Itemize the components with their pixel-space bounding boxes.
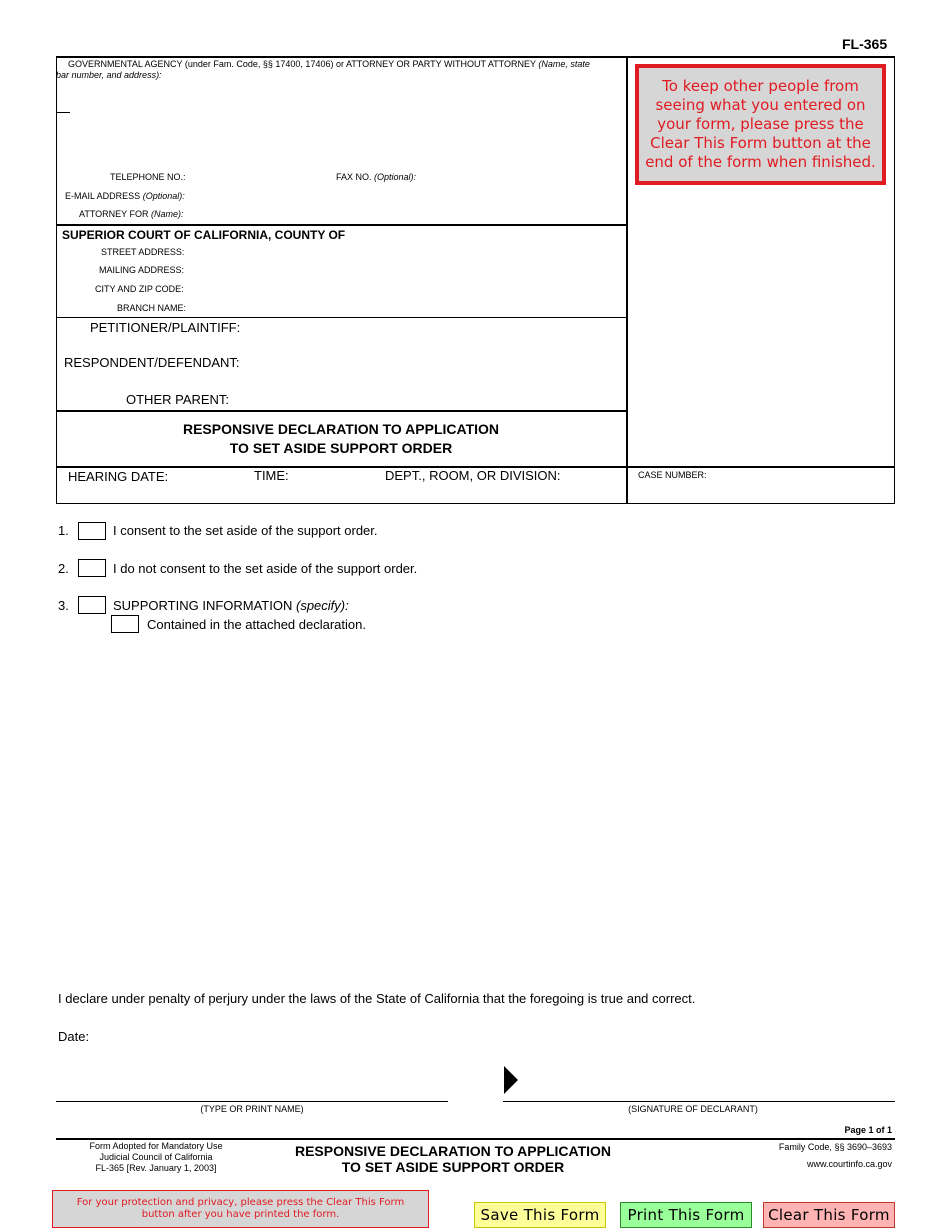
signature-arrow-icon [504,1066,518,1094]
other-parent-label: OTHER PARENT: [126,392,230,407]
document-title-line1: RESPONSIVE DECLARATION TO APPLICATION [182,421,500,437]
adopted-line3: FL-365 [Rev. January 1, 2003] [95,1163,217,1173]
page-number: Page 1 of 1 [844,1125,892,1135]
attached-declaration-text: Contained in the attached declaration. [147,617,366,632]
footer-title-line2: TO SET ASIDE SUPPORT ORDER [341,1159,565,1175]
date-label: Date: [58,1029,90,1044]
attached-declaration-checkbox[interactable] [111,615,139,633]
document-title-line2: TO SET ASIDE SUPPORT ORDER [229,440,453,456]
agency-label-line2: bar number, and address): [56,70,162,80]
street-address-label: STREET ADDRESS: [101,247,185,257]
caption-divider [626,56,628,504]
item-2-text: I do not consent to the set aside of the support order. [113,561,418,576]
left-tick [56,112,70,113]
adopted-line2: Judicial Council of California [99,1152,213,1162]
item-2-number: 2. [58,561,69,576]
privacy-notice: To keep other people from seeing what you entered on your form, please press the Clear This Form button at the end of the form when finished. [635,64,886,185]
dept-label: DEPT., ROOM, OR DIVISION: [385,468,561,483]
title-top-line [56,410,626,412]
fax-label: FAX NO. (Optional): [336,172,417,182]
form-number: FL-365 [842,36,888,52]
family-code: Family Code, §§ 3690–3693 [778,1142,892,1152]
name-line[interactable] [56,1101,448,1102]
telephone-label: TELEPHONE NO.: [110,172,186,182]
item-1-text: I consent to the set aside of the support order. [113,523,378,538]
attorney-for-label: ATTORNEY FOR (Name): [79,209,184,219]
petitioner-label: PETITIONER/PLAINTIFF: [90,320,241,335]
footer-line [56,1138,895,1140]
item-1-number: 1. [58,523,69,538]
branch-name-label: BRANCH NAME: [117,303,187,313]
print-form-button[interactable]: Print This Form [620,1202,752,1228]
item-3-number: 3. [58,598,69,613]
email-label: E-MAIL ADDRESS (Optional): [65,191,185,201]
court-title: SUPERIOR COURT OF CALIFORNIA, COUNTY OF [62,228,346,242]
footer-title [230,1143,676,1175]
bottom-privacy-notice: For your protection and privacy, please press the Clear This Form button after you have printed the form. [52,1190,429,1228]
city-zip-label: CITY AND ZIP CODE: [95,284,184,294]
not-consent-checkbox[interactable] [78,559,106,577]
document-title [56,420,626,458]
signature-label: (SIGNATURE OF DECLARANT) [628,1104,758,1114]
time-label: TIME: [254,468,289,483]
supporting-info-field[interactable] [111,638,891,968]
respondent-label: RESPONDENT/DEFENDANT: [64,355,240,370]
signature-line[interactable] [503,1101,895,1102]
mailing-address-label: MAILING ADDRESS: [99,265,185,275]
supporting-info-checkbox[interactable] [78,596,106,614]
item-3-text: SUPPORTING INFORMATION (specify): [113,598,349,613]
type-name-label: (TYPE OR PRINT NAME) [200,1104,304,1114]
adopted-info [56,1141,256,1174]
adopted-line1: Form Adopted for Mandatory Use [89,1141,223,1151]
parties-top-line [56,317,626,318]
case-number-label: CASE NUMBER: [638,470,707,480]
declaration-text: I declare under penalty of perjury under the laws of the State of California that the foregoing is true and correct. [58,991,696,1006]
consent-checkbox[interactable] [78,522,106,540]
hearing-date-label: HEARING DATE: [68,469,169,484]
save-form-button[interactable]: Save This Form [474,1202,606,1228]
clear-form-button[interactable]: Clear This Form [763,1202,895,1228]
website: www.courtinfo.ca.gov [806,1159,892,1169]
agency-label: GOVERNMENTAL AGENCY (under Fam. Code, §§ 17400, 17406) or ATTORNEY OR PARTY WITHOUT ATTORNEY (Name, state [68,59,590,69]
court-top-line [56,224,626,226]
footer-title-line1: RESPONSIVE DECLARATION TO APPLICATION [294,1143,612,1159]
